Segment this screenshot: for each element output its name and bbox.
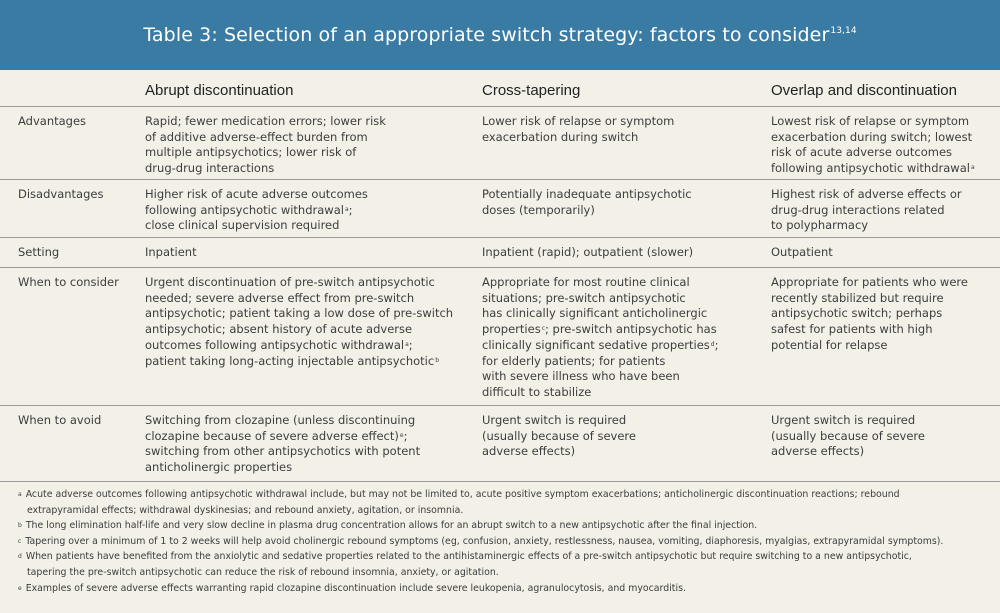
table-title: Table 3: Selection of an appropriate switch strategy: factors to consider [143, 24, 830, 46]
row-label: Disadvantages [18, 187, 104, 201]
footnotes [18, 487, 988, 596]
comparison-table [0, 70, 1000, 482]
cell-advantages-overlap: Lowest risk of relapse or symptom exacerbation during switch; lowest risk of acute adverse outcomes following antipsychotic withdrawal$^a$ [771, 114, 975, 176]
cell-avoid-overlap: Urgent switch is required (usually because of severe adverse effects) [771, 413, 925, 459]
cell-advantages-cross: Lower risk of relapse or symptom exacerbation during switch [482, 114, 675, 144]
cell-consider-overlap: Appropriate for patients who were recently stabilized but require antipsychotic switch; perhaps safest for patients with high potential for relapse [771, 275, 968, 352]
table-row-advantages [0, 107, 1000, 180]
cell-avoid-cross: Urgent switch is required (usually because of severe adverse effects) [482, 413, 636, 459]
footnote-a: $^a$ Acute adverse outcomes following antipsychotic withdrawal include, but may not be limited to, acute positive symptom exacerbations; anticholinergic discontinuation reactions; rebound [18, 489, 900, 500]
row-label: Advantages [18, 114, 87, 128]
cell-disadvantages-overlap: Highest risk of adverse effects or drug-drug interactions related to polypharmacy [771, 187, 962, 233]
title-reference: 13,14 [830, 26, 857, 36]
cell-setting-cross: Inpatient (rapid); outpatient (slower) [482, 245, 694, 259]
table-title-bar [0, 0, 1000, 70]
cell-consider-cross: Appropriate for most routine clinical situations; pre-switch antipsychotic has clinically significant anticholinergic properties$^c$; pre-switch antipsychotic has clinically significant sedative properties$^d$; for elderly patients; for patients with severe illness who have been difficult to stabilize [482, 275, 719, 399]
cell-disadvantages-abrupt: Higher risk of acute adverse outcomes following antipsychotic withdrawal$^a$; close clinical supervision required [145, 187, 368, 233]
footnote-e: $^e$ Examples of severe adverse effects warranting rapid clozapine discontinuation include severe leukopenia, agranulocytosis, and myocarditis. [18, 582, 686, 594]
cell-advantages-abrupt: Rapid; fewer medication errors; lower risk of additive adverse-effect burden from multiple antipsychotics; lower risk of drug-drug interactions [145, 114, 386, 176]
column-header-cross-tapering: Cross-tapering [482, 82, 581, 99]
table-row-disadvantages [0, 180, 1000, 238]
cell-disadvantages-cross: Potentially inadequate antipsychotic doses (temporarily) [482, 187, 692, 217]
footnote-d: $^d$ When patients have benefited from the anxiolytic and sedative properties related to the antihistaminergic effects of a pre-switch antipsychotic but require switching to a new antipsychotic, [18, 551, 912, 563]
cell-consider-abrupt: Urgent discontinuation of pre-switch antipsychotic needed; severe adverse effect from pre-switch antipsychotic; patient taking a low dose of pre-switch antipsychotic; absent history of acute adverse outcomes following antipsychotic withdrawal$^a$; patient taking long-acting injectable antipsychotic$^b$ [145, 275, 454, 368]
footnote-c: $^c$ Tapering over a minimum of 1 to 2 weeks will help avoid cholinergic rebound symptoms (eg, confusion, anxiety, restlessness, nausea, vomiting, diaphoresis, myalgias, extrapyramidal symptoms). [18, 535, 944, 547]
cell-setting-overlap: Outpatient [771, 245, 833, 259]
cell-avoid-abrupt: Switching from clozapine (unless discontinuing clozapine because of severe adverse effect)$^e$; switching from other antipsychotics with potent anticholinergic properties [145, 413, 421, 475]
footnote-b: $^b$ The long elimination half-life and very slow decline in plasma drug concentration allows for an abrupt switch to a new antipsychotic after the final injection. [18, 520, 758, 532]
table-row-when-to-avoid [0, 406, 1000, 482]
table-row-when-to-consider [0, 268, 1000, 406]
footnote-a-continued: extrapyramidal effects; withdrawal dyskinesias; and rebound anxiety, agitation, or insomnia. [27, 504, 464, 516]
column-header-abrupt: Abrupt discontinuation [145, 82, 294, 99]
footnote-d-continued: tapering the pre-switch antipsychotic can reduce the risk of rebound insomnia, anxiety, or agitation. [27, 566, 499, 578]
row-label: When to consider [18, 275, 119, 289]
column-header-overlap: Overlap and discontinuation [771, 82, 957, 99]
row-label: Setting [18, 245, 60, 259]
cell-setting-abrupt: Inpatient [145, 245, 197, 259]
table-row-setting [0, 238, 1000, 268]
table-header-row [0, 70, 1000, 107]
row-label: When to avoid [18, 413, 102, 427]
